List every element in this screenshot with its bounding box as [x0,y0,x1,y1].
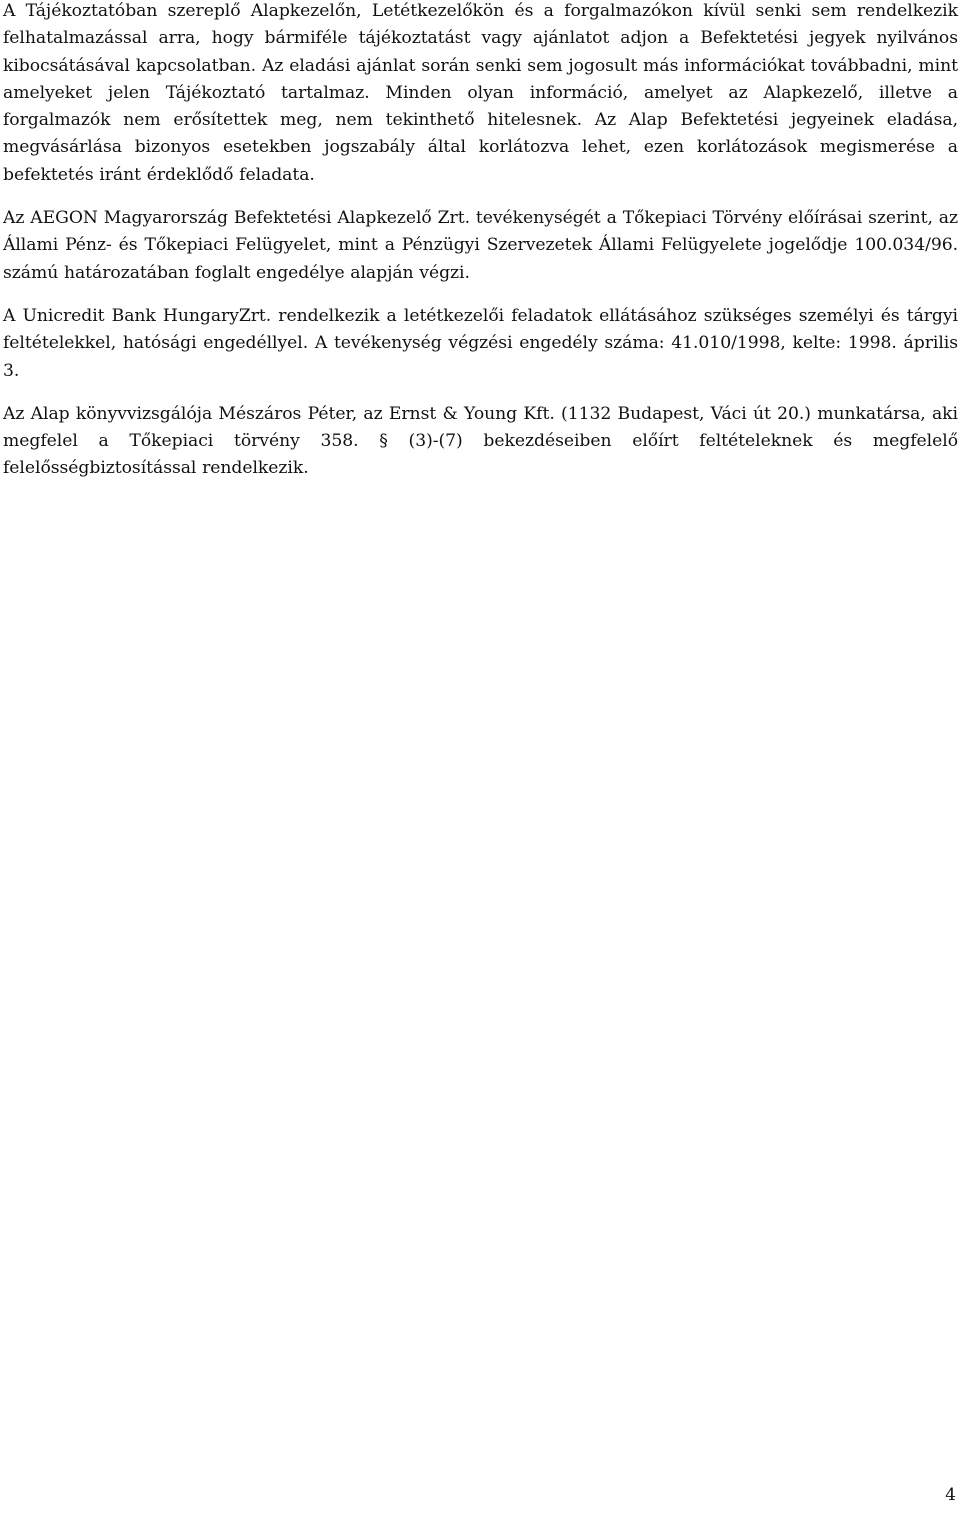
document-body [3,0,958,499]
page-number: 4 [945,1485,956,1505]
paragraph-auditor: Az Alap könyvvizsgálója Mészáros Péter, az Ernst & Young Kft. (1132 Budapest, Váci út 20.) munkatársa, aki megfelel a Tőkepiaci törvény 358. § (3)-(7) bekezdéseiben előírt feltételeknek és megfelelő felelősségbiztosítással rendelkezik. [3,403,958,479]
paragraph-disclaimer: A Tájékoztatóban szereplő Alapkezelőn, Letétkezelőkön és a forgalmazókon kívül senki sem rendelkezik felhatalmazással arra, hogy bármiféle tájékoztatást vagy ajánlatot adjon a Befektetési jegyek nyilvános kibocsátásával kapcsolatban. Az eladási ajánlat során senki sem jogosult más információkat továbbadni, mint amelyeket jelen Tájékoztató tartalmaz. Minden olyan információ, amelyet az Alapkezelő, illetve a forgalmazók nem erősítettek meg, nem tekinthető hitelesnek. Az Alap Befektetési jegyeinek eladása, megvásárlása bizonyos esetekben jogszabály által korlátozva lehet, ezen korlátozások megismerése a befektetés iránt érdeklődő feladata. [3,1,958,185]
paragraph-fund-manager: Az AEGON Magyarország Befektetési Alapkezelő Zrt. tevékenységét a Tőkepiaci Törvény előírásai szerint, az Állami Pénz- és Tőkepiaci Felügyelet, mint a Pénzügyi Szervezetek Állami Felügyelete jogelődje 100.034/96. számú határozatában foglalt engedélye alapján végzi. [3,208,958,283]
paragraph-custodian: A Unicredit Bank HungaryZrt. rendelkezik a letétkezelői feladatok ellátásához szükséges személyi és tárgyi feltételekkel, hatósági engedéllyel. A tevékenység végzési engedély száma: 41.010/1998, kelte: 1998. április 3. [3,305,958,381]
